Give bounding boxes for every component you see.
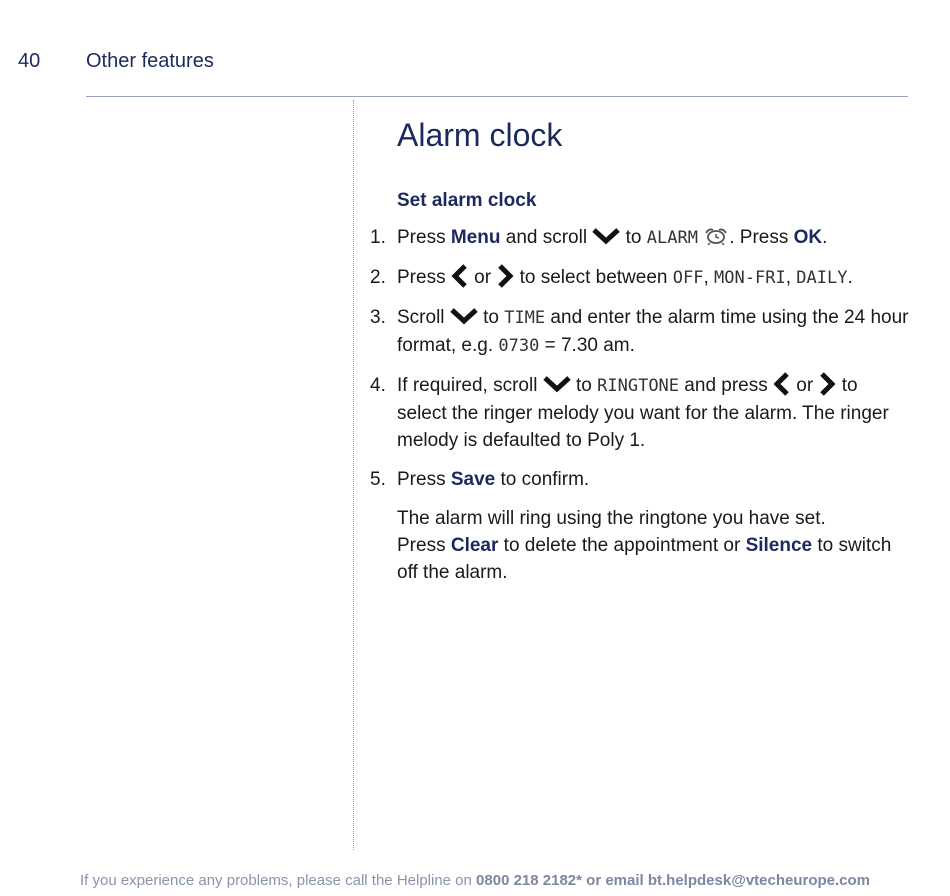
- step-text: and scroll: [500, 226, 593, 248]
- display-0730: 0730: [498, 335, 540, 356]
- page-number: 40: [18, 50, 41, 72]
- note-text: to switch off the alarm.: [397, 534, 892, 583]
- step-number: 4.: [370, 374, 386, 396]
- step-text: and press: [679, 374, 774, 396]
- step-text: to: [620, 226, 647, 248]
- step-text: or: [468, 266, 497, 288]
- chevron-left-icon: [451, 264, 469, 288]
- clear-key: Clear: [450, 534, 499, 556]
- ok-key: OK: [793, 226, 823, 248]
- footer-text: If you experience any problems, please call the Helpline on: [79, 872, 477, 889]
- chevron-down-icon: [543, 375, 571, 393]
- step-text: If required, scroll: [397, 374, 543, 396]
- step-5: [370, 466, 912, 493]
- step-text: Scroll: [397, 306, 450, 328]
- step-1: [370, 224, 912, 252]
- step-number: 3.: [370, 306, 386, 328]
- save-key: Save: [450, 468, 496, 490]
- step-text: and enter the alarm time using the 24 hour format, e.g.: [397, 306, 909, 356]
- step-text: . Press: [729, 226, 794, 248]
- step-number: 2.: [370, 266, 386, 288]
- chevron-right-icon: [818, 372, 836, 396]
- note-text: to delete the appointment or: [498, 534, 746, 556]
- header-rule: [86, 96, 908, 97]
- silence-key: Silence: [745, 534, 813, 556]
- step-number: 1.: [370, 226, 386, 248]
- step-text: ,: [703, 266, 715, 288]
- step-text: to select between: [514, 266, 673, 288]
- step-text: Press: [397, 226, 451, 248]
- step-4: [370, 372, 912, 454]
- chevron-down-icon: [592, 227, 620, 245]
- display-ringtone: RINGTONE: [597, 375, 680, 396]
- step-2: [370, 264, 912, 292]
- footer-contact: 0800 218 2182* or email bt.helpdesk@vtecheurope.com: [476, 872, 871, 889]
- note-line-2: [397, 532, 912, 586]
- menu-key: Menu: [450, 226, 501, 248]
- step-text: or: [791, 374, 819, 396]
- step-text: ,: [785, 266, 797, 288]
- alarm-clock-icon: [703, 227, 729, 245]
- step-text: Press: [397, 266, 451, 288]
- step-text: to select the ringer melody you want for the alarm. The ringer melody is defaulted to Poly 1.: [397, 374, 889, 451]
- display-alarm: ALARM: [646, 227, 698, 248]
- page-title: Alarm clock: [397, 117, 563, 153]
- note-text: Press: [397, 534, 451, 556]
- display-daily: DAILY: [796, 267, 848, 288]
- step-text: to: [477, 306, 505, 328]
- column-divider: [353, 100, 354, 850]
- note-line-1: The alarm will ring using the ringtone you have set.: [397, 507, 826, 529]
- display-time: TIME: [504, 307, 546, 328]
- main-content: [370, 117, 912, 586]
- helpline-footer: [0, 872, 950, 889]
- step-text: Press: [397, 468, 451, 490]
- chevron-left-icon: [773, 372, 791, 396]
- step-text: .: [847, 266, 853, 288]
- display-mon-fri: MON-FRI: [714, 267, 786, 288]
- steps-list: [370, 224, 912, 493]
- step-3: [370, 304, 912, 360]
- step-number: 5.: [370, 468, 386, 490]
- section-title: Other features: [86, 50, 214, 72]
- alarm-note: [397, 505, 912, 586]
- step-text: to confirm.: [495, 468, 590, 490]
- chevron-down-icon: [450, 307, 478, 325]
- subheading: Set alarm clock: [397, 190, 537, 212]
- step-text: = 7.30 am.: [539, 334, 635, 356]
- step-text: to: [570, 374, 598, 396]
- display-off: OFF: [672, 267, 704, 288]
- chevron-right-icon: [496, 264, 514, 288]
- step-text: .: [822, 226, 828, 248]
